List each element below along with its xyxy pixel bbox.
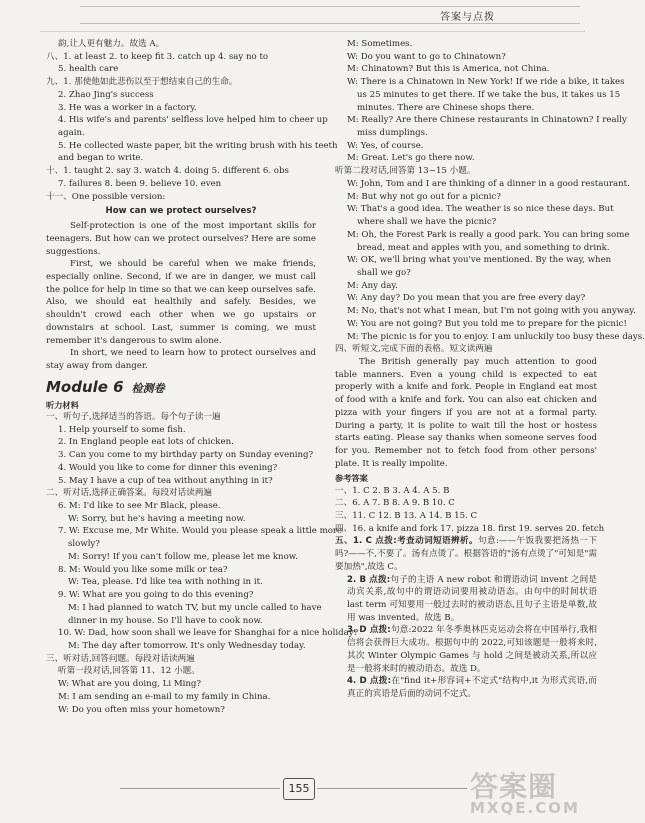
footer-rule-right [317, 788, 467, 789]
listening-passage: The British generally pay much attention to good table manners. Even a young child is expected to eat properly with a knife and fork. People in England eat most of food with a knife and fork. You can also eat chicken and pizza with your fingers if you are not at a formal party. During a party, it is polite to wait till the host or hostess starts eating. Please say thanks when someone serves food for you. Remember not to fetch food from other persons' plate. It is really impolite. [335, 356, 597, 469]
text-line: 7. W: Excuse me, Mr White. Would you please speak a little more [58, 526, 343, 537]
explanation-item [335, 535, 597, 573]
text-line: 6. M: I'd like to see Mr Black, please. [58, 501, 221, 512]
header-rule [40, 31, 585, 32]
text-line: 3. He was a worker in a factory. [58, 102, 197, 113]
text-line: 韵,让人更有魅力。故选 A。 [58, 39, 165, 49]
text-line: M: Great. Let's go there now. [347, 153, 475, 164]
explanation-item [335, 574, 597, 625]
text-line: shall we go? [357, 267, 411, 278]
header-band [80, 6, 580, 24]
text-line: 听第一段对话,回答第 11、12 小题。 [58, 666, 200, 677]
text-line: where shall we have the picnic? [357, 217, 497, 228]
text-line: 8. M: Would you like some milk or tea? [58, 564, 228, 575]
essay-paragraph: Self-protection is one of the most important skills for teenagers. But how can we protect ourselves? Here are some suggestions. [46, 221, 316, 257]
watermark-text: 答案圈 [470, 770, 558, 803]
text-line: 4. Would you like to come for dinner this evening? [58, 462, 278, 473]
explanation-text: 句子的主语 A new robot 和谓语动词 invent 之间是动宾关系,故句中的谓语动词要用被动语态。由句中的时间状语 last term 可知要用一般过去时的被动语态,且句子主语是单数,故用 was invented。故选 B。 [347, 574, 597, 623]
text-line: M: The picnic is for you to enjoy. I am unluckily too busy these days. [347, 331, 645, 342]
text-line: us 25 minutes to get there. If we take the bus, it takes us 15 [357, 89, 621, 100]
text-line: M: Sometimes. [347, 39, 413, 49]
answer-line: 三、11. C 12. B 13. A 14. B 15. C [335, 511, 478, 522]
explanation-text: 句意:——午饭我要把汤热一下吗?——不,不要了。汤有点烫了。根据答语的"汤有点烫了"可知是"需要加热",故选 C。 [335, 536, 597, 572]
text-line: M: Chinatown? But this is America, not China. [347, 64, 550, 75]
answer-line: 一、1. C 2. B 3. A 4. A 5. B [335, 485, 450, 496]
explanation-item [335, 675, 597, 700]
text-line: 八、1. at least 2. to keep fit 3. catch up 4. say no to [46, 51, 269, 62]
watermark-url: MXQE.COM [470, 799, 580, 817]
text-line: W: OK, we'll bring what you've mentioned. By the way, when [347, 255, 612, 266]
section-heading: 一、听句子,选择适当的答语。每个句子读一遍 [46, 412, 221, 423]
explanation-key: 2. B 点拨: [347, 574, 391, 585]
text-line: W: There is a Chinatown in New York! If we ride a bike, it takes [347, 77, 625, 88]
text-line: W: Do you want to go to Chinatown? [347, 51, 506, 62]
text-line: W: Any day? Do you mean that you are free every day? [347, 293, 586, 304]
text-line: W: That's a good idea. The weather is so nice these days. But [347, 204, 614, 215]
text-line: M: The day after tomorrow. It's only Wednesday today. [68, 640, 306, 651]
answers-heading: 参考答案 [335, 473, 368, 484]
text-line: again. [58, 128, 85, 139]
explanation-item [335, 624, 597, 675]
module-title: Module 6 [46, 377, 124, 396]
text-line: W: Yes, of course. [347, 140, 424, 151]
text-line: 5. health care [58, 64, 119, 75]
explanation-key: 五、1. C 点拨:考查动词短语辨析。 [335, 536, 479, 547]
text-line: W: Tea, please. I'd like tea with nothing in it. [68, 577, 263, 588]
explanation-text: 句意:2022 年冬季奥林匹克运动会将在中国举行,我相信将会获得巨大成功。根据句中的 2022,可知该题是一般将来时,其次 Winter Olympic Games 与 hold 之间是被动关系,所以应是一般将来时的被动语态。故选 D。 [347, 625, 597, 674]
module-heading [46, 376, 316, 398]
header-title: 答案与点拨 [440, 12, 495, 23]
text-line: 九、1. 那使他如此悲伤以至于想结束自己的生命。 [46, 77, 238, 88]
essay-paragraph: In short, we need to learn how to protect ourselves and stay away from danger. [46, 348, 316, 371]
text-line: 5. He collected waste paper, bit the writing brush with his teeth [58, 140, 338, 151]
section-heading: 四、听短文,完成下面的表格。短文读两遍 [335, 344, 493, 355]
text-line: 1. Help yourself to some fish. [58, 424, 186, 435]
section-heading: 二、听对话,选择正确答案。每段对话读两遍 [46, 488, 213, 499]
essay-paragraph: First, we should be careful when we make friends, especially online. Second, if we are in danger, we must call the police for help in time so that we can keep ourselves safe. Also, we should eat healthily and safely. Besides, we shouldn't crowd each other when we go upstairs or downstairs at school. Last, summer is coming, we must remember it's dangerous to swim alone. [46, 259, 316, 346]
text-line: 2. Zhao Jing's success [58, 89, 154, 100]
answer-line: 四、16. a knife and fork 17. pizza 18. first 19. serves 20. fetch [335, 523, 605, 534]
text-line: M: But why not go out for a picnic? [347, 191, 501, 202]
page-header [0, 0, 600, 36]
text-line: M: I am sending an e-mail to my family in China. [58, 691, 271, 702]
section-heading: 听力材料 [46, 399, 79, 410]
footer-rule-left [120, 788, 280, 789]
text-line: 3. Can you come to my birthday party on Sunday evening? [58, 450, 314, 461]
text-line: 9. W: What are you going to do this evening? [58, 590, 254, 601]
text-line: slowly? [68, 539, 100, 550]
text-line: minutes. There are Chinese shops there. [357, 102, 535, 113]
text-line: dinner in my house. So I'll have to cook now. [68, 615, 263, 626]
section-heading: 听第二段对话,回答第 13~15 小题。 [335, 166, 476, 177]
text-line: bread, meat and apples with you, and something to drink. [357, 242, 610, 253]
text-line: M: Oh, the Forest Park is really a good park. You can bring some [347, 229, 630, 240]
essay-title: How can we protect ourselves? [105, 206, 257, 217]
text-line: 7. failures 8. been 9. believe 10. even [58, 178, 222, 189]
text-line: M: I had planned to watch TV, but my uncle called to have [68, 602, 322, 613]
text-line: M: Sorry! If you can't follow me, please let me know. [68, 551, 298, 562]
text-line: W: John, Tom and I are thinking of a dinner in a good restaurant. [347, 178, 630, 189]
page-number: 155 [283, 778, 315, 800]
section-heading: 三、听对话,回答问题。每段对话读两遍 [46, 653, 195, 664]
answer-line: 二、6. A 7. B 8. A 9. B 10. C [335, 498, 455, 509]
explanation-text: 在"find it+形容词+不定式"结构中,it 为形式宾语,而真正的宾语是后面的动词不定式。 [347, 676, 597, 700]
module-subtitle: 检测卷 [131, 381, 165, 395]
text-line: W: What are you doing, Li Ming? [58, 679, 202, 690]
text-line: W: Do you often miss your hometown? [58, 704, 225, 715]
text-line: and began to write. [58, 153, 144, 164]
right-column [335, 38, 645, 701]
text-line: 4. His wife's and parents' selfless love helped him to cheer up [58, 115, 328, 126]
explanation-key: 3. D 点拨: [347, 625, 391, 636]
text-line: 十、1. taught 2. say 3. watch 4. doing 5. different 6. obs [46, 166, 289, 177]
text-line: 十一、One possible version: [46, 191, 166, 202]
text-line: W: Sorry, but he's having a meeting now. [68, 513, 246, 524]
watermark-logo [470, 765, 590, 820]
text-line: 2. In England people eat lots of chicken. [58, 437, 234, 448]
text-line: miss dumplings. [357, 128, 428, 139]
text-line: M: Any day. [347, 280, 398, 291]
text-line: W: You are not going? But you told me to prepare for the picnic! [347, 318, 627, 329]
text-line: M: No, that's not what I mean, but I'm not going with you anyway. [347, 306, 636, 317]
explanation-key: 4. D 点拨: [347, 676, 392, 687]
text-line: 10. W: Dad, how soon shall we leave for Shanghai for a nice holiday? [58, 628, 359, 639]
text-line: 5. May I have a cup of tea without anything in it? [58, 475, 273, 486]
text-line: M: Really? Are there Chinese restaurants in Chinatown? I really [347, 115, 627, 126]
